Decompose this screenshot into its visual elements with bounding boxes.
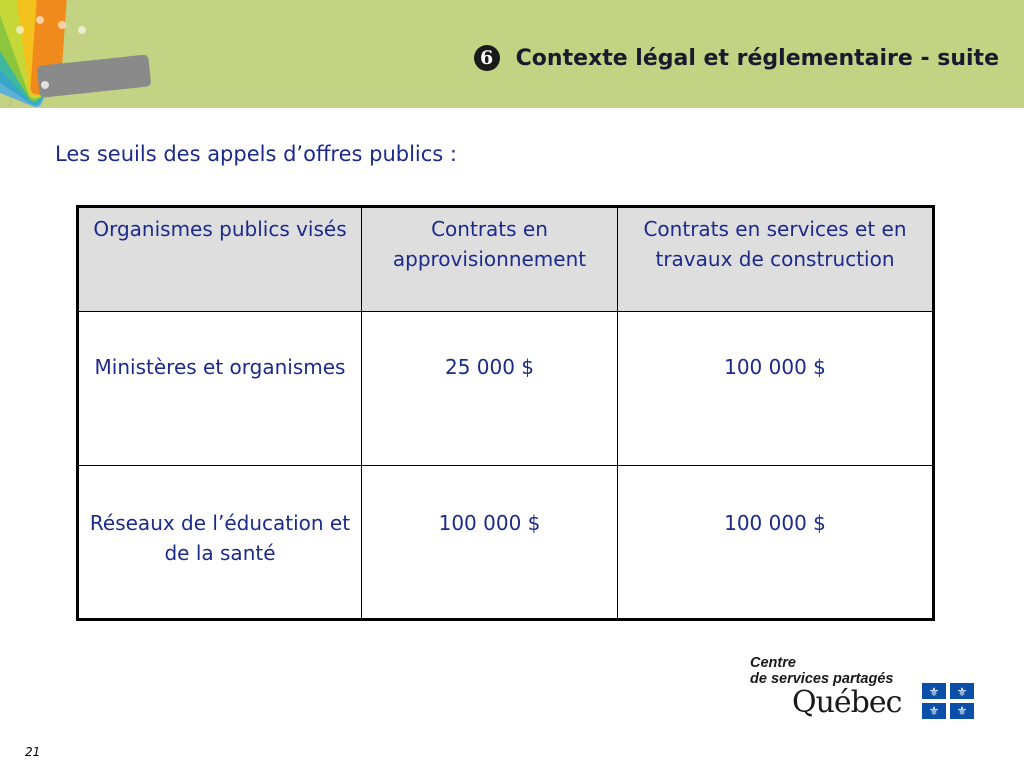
table-row <box>78 466 934 620</box>
csp-quebec-logo <box>748 655 978 727</box>
logo-quebec-wordmark: Québec <box>792 685 902 720</box>
table-cell: 100 000 $ <box>362 466 618 620</box>
thresholds-table <box>76 205 935 621</box>
slide-title-group <box>474 38 999 78</box>
logo-line-2: de services partagés <box>750 671 894 687</box>
table-cell: Réseaux de l’éducation et de la santé <box>78 466 362 620</box>
header-banner <box>0 0 1024 108</box>
column-header: Contrats en services et en travaux de construction <box>618 207 934 312</box>
color-swatch-fan-icon <box>0 0 170 108</box>
column-header: Contrats en approvisionnement <box>362 207 618 312</box>
svg-text:⚜: ⚜ <box>928 704 940 718</box>
table-cell: 100 000 $ <box>618 466 934 620</box>
table-cell: 100 000 $ <box>618 312 934 466</box>
svg-text:⚜: ⚜ <box>956 685 968 699</box>
column-header: Organismes publics visés <box>78 207 362 312</box>
logo-line-1: Centre <box>750 655 796 671</box>
svg-text:⚜: ⚜ <box>956 704 968 718</box>
svg-text:⚜: ⚜ <box>928 685 940 699</box>
table-cell: Ministères et organismes <box>78 312 362 466</box>
table-row <box>78 312 934 466</box>
intro-text: Les seuils des appels d’offres publics : <box>55 142 457 166</box>
table-header-row <box>78 207 934 312</box>
slide-title: Contexte légal et réglementaire - suite <box>515 45 999 71</box>
fleur-de-lis-flag-icon <box>922 683 974 719</box>
table-cell: 25 000 $ <box>362 312 618 466</box>
page-number: 21 <box>25 745 41 759</box>
title-number-badge: 6 <box>474 45 500 71</box>
